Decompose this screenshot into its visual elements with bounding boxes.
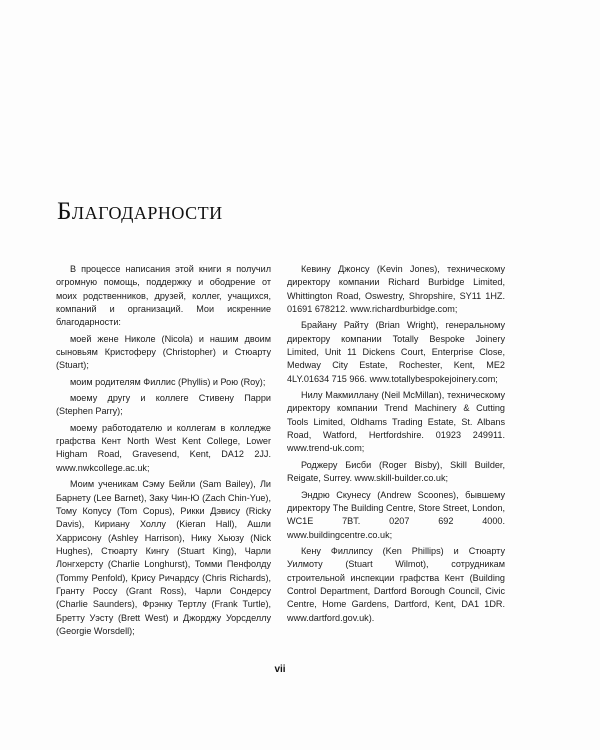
paragraph: моему другу и коллеге Стивену Парри (Stephen Parry); bbox=[56, 393, 271, 417]
paragraph: Кевину Джонсу (Kevin Jones), техническому директору компании Richard Burbidge Limited, Whittington Road, Oswestry, Shropshire, SY11 1HZ. 01691 678212. www.richardburbidge.com; bbox=[287, 264, 505, 315]
paragraph: Кену Филлипсу (Ken Phillips) и Стюарту Уилмоту (Stuart Wilmot), сотрудникам строительной инспекции графства Кент (Building Control Department, Dartford Borough Council, Civic Centre, Home Gardens, Dartford, Kent, DA1 1DR. www.dartford.gov.uk). bbox=[287, 545, 505, 623]
paragraph: моему работодателю и коллегам в колледже графства Кент North West Kent College, Lower Higham Road, Gravesend, Kent, DA12 2JJ. www.nwkcollege.ac.uk; bbox=[56, 422, 271, 473]
page-number: vii bbox=[274, 664, 286, 675]
paragraph: Роджеру Бисби (Roger Bisby), Skill Builder, Reigate, Surrey. www.skill-builder.co.uk; bbox=[287, 459, 505, 484]
paragraph: моей жене Николе (Nicola) и нашим двоим сыновьям Кристоферу (Christopher) и Стюарту (Stuart); bbox=[56, 333, 271, 371]
paragraph: Моим ученикам Сэму Бейли (Sam Bailey), Ли Барнету (Lee Barnet), Заку Чин-Ю (Zach Chin-Yue), Тому Копусу (Tom Copus), Рикки Дэвису (Ricky Davis), Кириану Холлу (Kieran Hall), Ашли Харрисону (Ashley Harrison), Нику Хьюзу (Nick Hughes), Стюарту Кингу (Stuart King), Чарли Лонгхерсту (Charlie Longhurst), Томми Пенфолду (Tommy Penfold), Крису Ричардсу (Chris Richards), Гранту Россу (Grant Ross), Чарли Сондерсу (Charlie Saunders), Фрэнку Тертлу (Frank Turtle), Бретту Уэсту (Brett West) и Джорджу Уорсделлу (Georgie Worsdell); bbox=[56, 479, 271, 636]
right-column bbox=[287, 263, 505, 628]
page-title: Благодарности bbox=[57, 198, 223, 225]
left-column bbox=[56, 263, 271, 641]
paragraph: Брайану Райту (Brian Wright), генеральному директору компании Totally Bespoke Joinery Limited, Unit 11 Dickens Court, Enterprise Close, Medway City Estate, Rochester, Kent, ME2 4LY.01634 715 966. www.totallybespokejoinery.com; bbox=[287, 320, 505, 384]
paragraph: Эндрю Скунесу (Andrew Scoones), бывшему директору The Building Centre, Store Street, London, WC1E 7BT. 0207 692 4000. www.buildingcentre.co.uk; bbox=[287, 489, 505, 540]
paragraph: моим родителям Филлис (Phyllis) и Рою (Roy); bbox=[70, 376, 266, 387]
paragraph: Нилу Макмиллану (Neil McMillan), техническому директору компании Trend Machinery & Cutting Tools Limited, Oldhams Trading Estate, St. Albans Road, Watford, Hertfordshire. 01923 249911. www.trend-uk.com; bbox=[287, 390, 505, 454]
paragraph: В процессе написания этой книги я получил огромную помощь, поддержку и ободрение от моих родственников, друзей, коллег, учащихся, компаний и организаций. Мои искренние благодарности: bbox=[56, 264, 271, 328]
